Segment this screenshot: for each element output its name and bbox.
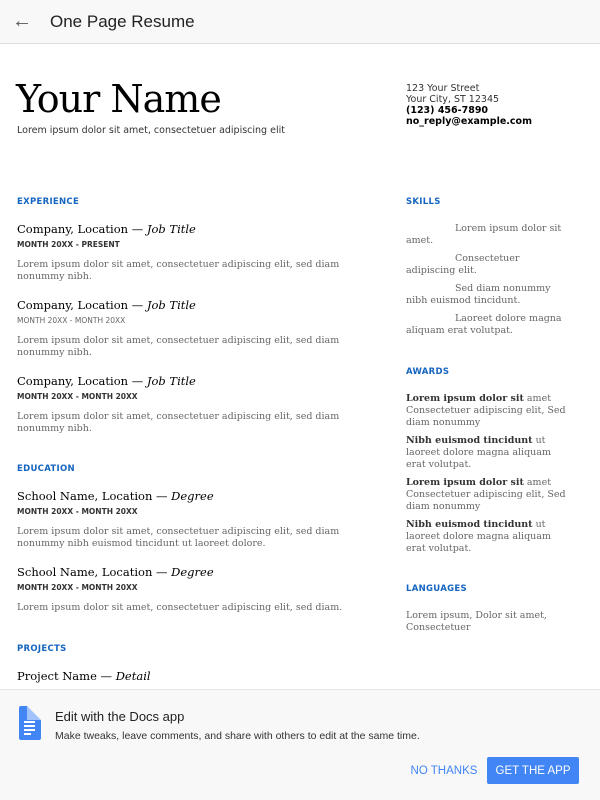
education-entry — [17, 489, 387, 550]
languages-text: Lorem ipsum, Dolor sit amet, Consectetuer — [406, 610, 547, 633]
document-page[interactable] — [0, 45, 600, 690]
awards-heading: AWARDS — [406, 367, 450, 377]
skill-item: Consectetuer adipiscing elit. — [406, 253, 520, 276]
google-docs-icon — [19, 706, 41, 740]
city: Your City, ST 12345 — [406, 94, 500, 105]
entry-heading: Company, Location — Job Title — [17, 374, 196, 388]
skill-item: Laoreet dolore magna aliquam erat volutpat. — [406, 313, 562, 336]
entry-heading: School Name, Location — Degree — [17, 565, 214, 579]
award-item: Lorem ipsum dolor sit amet Consectetuer adipiscing elit, Sed diam nonummy — [406, 393, 566, 428]
entry-description: Lorem ipsum dolor sit amet, consectetuer adipiscing elit, sed diam nonummy nibh. — [17, 259, 340, 282]
entry-dates: MONTH 20XX - PRESENT — [17, 240, 120, 249]
experience-entry — [17, 222, 387, 283]
skills-list — [406, 223, 566, 343]
projects-heading: PROJECTS — [17, 644, 67, 654]
awards-list — [406, 393, 566, 561]
experience-heading: EXPERIENCE — [17, 197, 80, 207]
entry-dates: MONTH 20XX - MONTH 20XX — [17, 507, 138, 516]
experience-entry — [17, 374, 387, 435]
contact-info — [406, 83, 532, 127]
entry-dates: MONTH 20XX - MONTH 20XX — [17, 392, 138, 401]
entry-description: Lorem ipsum dolor sit amet, consectetuer adipiscing elit, sed diam nonummy nibh euismod tincidunt ut laoreet dolore. — [17, 526, 340, 549]
education-heading: EDUCATION — [17, 464, 75, 474]
entry-heading: Project Name — Detail — [17, 669, 151, 683]
skill-item: Lorem ipsum dolor sit amet. — [406, 223, 562, 246]
entry-heading: School Name, Location — Degree — [17, 489, 214, 503]
entry-dates: MONTH 20XX - MONTH 20XX — [17, 583, 138, 592]
entry-description: Lorem ipsum dolor sit amet, consectetuer adipiscing elit, sed diam nonummy nibh. — [17, 335, 340, 358]
document-title: One Page Resume — [50, 11, 195, 31]
entry-dates: MONTH 20XX - MONTH 20XX — [17, 316, 126, 325]
banner-title: Edit with the Docs app — [55, 709, 185, 724]
languages-heading: LANGUAGES — [406, 584, 467, 594]
street: 123 Your Street — [406, 83, 480, 94]
award-item: Nibh euismod tincidunt ut laoreet dolore magna aliquam erat volutpat. — [406, 519, 551, 554]
skill-item: Sed diam nonummy nibh euismod tincidunt. — [406, 283, 551, 306]
entry-description: Lorem ipsum dolor sit amet, consectetuer adipiscing elit, sed diam nonummy nibh. — [17, 411, 340, 434]
entry-description: Lorem ipsum dolor sit amet, consectetuer adipiscing elit, sed diam. — [17, 602, 343, 613]
entry-heading: Company, Location — Job Title — [17, 222, 196, 236]
email: no_reply@example.com — [406, 116, 532, 127]
skills-heading: SKILLS — [406, 197, 441, 207]
docs-app-banner — [0, 689, 600, 800]
resume-tagline: Lorem ipsum dolor sit amet, consectetuer adipiscing elit — [17, 125, 285, 136]
entry-heading: Company, Location — Job Title — [17, 298, 196, 312]
resume-name: Your Name — [16, 77, 221, 121]
top-app-bar — [0, 0, 600, 44]
experience-entry — [17, 298, 387, 359]
education-entry — [17, 565, 387, 614]
projects-entry — [17, 669, 387, 683]
arrow-left-icon[interactable]: ← — [12, 10, 32, 32]
phone: (123) 456-7890 — [406, 105, 489, 116]
banner-description: Make tweaks, leave comments, and share with others to edit at the same time. — [55, 730, 420, 742]
get-the-app-button[interactable]: GET THE APP — [487, 757, 579, 784]
no-thanks-button[interactable]: NO THANKS — [410, 764, 478, 777]
award-item: Lorem ipsum dolor sit amet Consectetuer adipiscing elit, Sed diam nonummy — [406, 477, 566, 512]
award-item: Nibh euismod tincidunt ut laoreet dolore magna aliquam erat volutpat. — [406, 435, 551, 470]
